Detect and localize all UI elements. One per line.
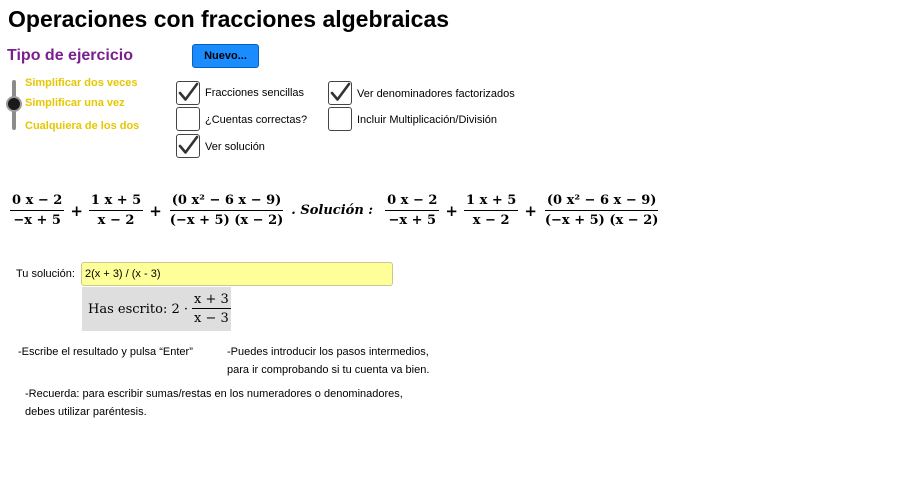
fraction-term-2 [89,193,143,228]
fraction-denominator: (−x + 5) (x − 2) [169,213,284,228]
written-denominator: x − 3 [194,311,229,326]
written-prefix: Has escrito: 2 · [88,301,189,317]
fraction-numerator: 1 x + 5 [464,193,518,211]
checkmark-icon [329,82,351,104]
fraction-denominator: −x + 5 [388,213,437,228]
note-enter: -Escribe el resultado y pulsa “Enter” [18,346,193,358]
exercise-type-slider-knob[interactable] [6,96,22,112]
page-title: Operaciones con fracciones algebraicas [8,6,450,32]
checkbox-include-mult-div[interactable] [328,107,352,131]
plus-sign: + [524,201,537,220]
fraction-denominator: −x + 5 [13,213,61,228]
checkbox-factored-denominators-label: Ver denominadores factorizados [357,88,515,100]
checkmark-icon [177,135,199,157]
plus-sign: + [445,201,458,220]
option-either[interactable]: Cualquiera de los dos [25,120,140,132]
note-steps-line1: -Puedes introducir los pasos intermedios, [227,346,429,358]
fraction-denominator: x − 2 [97,213,135,228]
fraction-numerator: (0 x² − 6 x − 9) [170,193,284,211]
fraction-term-1 [10,193,64,228]
written-fraction [192,292,231,326]
fraction-denominator: x − 2 [472,213,510,228]
fraction-numerator: (0 x² − 6 x − 9) [545,193,659,211]
plus-sign: + [70,201,83,220]
note-remember-line1: -Recuerda: para escribir sumas/restas en los numeradores o denominadores, [25,388,403,400]
plus-sign: + [149,201,162,220]
checkbox-correct-accounts[interactable] [176,107,200,131]
expression-row [8,193,662,228]
solution-term-3 [543,193,661,228]
answer-input[interactable] [81,262,393,286]
option-simplify-once[interactable]: Simplificar una vez [25,97,125,109]
checkbox-include-mult-div-label: Incluir Multiplicación/División [357,114,497,126]
written-preview [82,287,231,331]
fraction-term-3 [168,193,286,228]
checkbox-simple-fractions-label: Fracciones sencillas [205,87,305,99]
checkbox-show-solution-label: Ver solución [205,141,265,153]
note-steps-line2: para ir comprobando si tu cuenta va bien. [227,364,430,376]
written-numerator: x + 3 [194,292,229,307]
checkmark-icon [177,82,199,104]
answer-label: Tu solución: [16,268,75,280]
fraction-numerator: 1 x + 5 [89,193,143,211]
fraction-numerator: 0 x − 2 [385,193,439,211]
solution-label: . Solución : [291,203,374,218]
note-remember-line2: debes utilizar paréntesis. [25,406,147,418]
solution-term-2 [464,193,518,228]
fraction-denominator: (−x + 5) (x − 2) [544,213,659,228]
solution-term-1 [385,193,439,228]
option-simplify-twice[interactable]: Simplificar dos veces [25,77,138,89]
new-exercise-button[interactable]: Nuevo... [192,44,259,68]
checkbox-show-solution[interactable] [176,134,200,158]
checkbox-simple-fractions[interactable] [176,81,200,105]
fraction-numerator: 0 x − 2 [10,193,64,211]
checkbox-factored-denominators[interactable] [328,81,352,105]
exercise-type-label: Tipo de ejercicio [7,47,133,64]
checkbox-correct-accounts-label: ¿Cuentas correctas? [205,114,308,126]
